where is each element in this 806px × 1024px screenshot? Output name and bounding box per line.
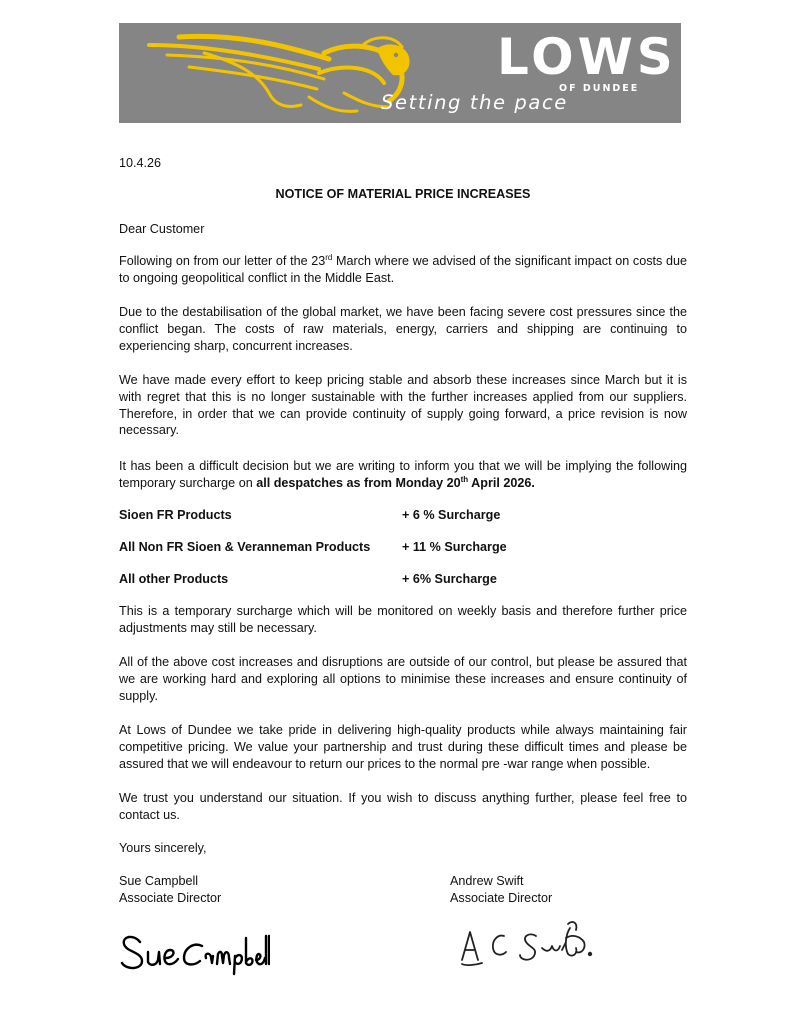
brand-name: LOWS [497,28,677,86]
paragraph-7: At Lows of Dundee we take pride in delivering high-quality products while always maintaining fair competitive pricing. We value your partnership and trust during these difficult times and please be assured that we will endeavour to return our prices to the normal pre -war range when possible. [119,723,687,771]
signature-sue-campbell [118,928,270,976]
surcharge-rate: + 6 % Surcharge [402,508,501,522]
signatory-2 [450,873,552,907]
signatory-role: Associate Director [450,891,553,905]
surcharge-product: All Non FR Sioen & Veranneman Products [119,540,371,554]
surcharge-rate: + 11 % Surcharge [402,540,507,554]
brand-tagline: Setting the pace [381,91,568,114]
company-banner [119,23,681,123]
surcharge-product: All other Products [119,572,229,586]
paragraph-8: We trust you understand our situation. If you wish to discuss anything further, please feel free to contact us. [119,791,687,822]
paragraph-5: This is a temporary surcharge which will be monitored on weekly basis and therefore further price adjustments may still be necessary. [119,604,687,635]
paragraph-4: It has been a difficult decision but we are writing to inform you that we will be implying the following temporary surcharge on all despatches as from Monday 20th April 2026. [119,459,687,490]
signatory-role: Associate Director [119,891,222,905]
paragraph-1: Following on from our letter of the 23rd March where we advised of the significant impact on costs due to ongoing geopolitical conflict in the Middle East. [119,252,687,285]
signatory-name: Sue Campbell [119,874,199,888]
salutation: Dear Customer [119,222,205,236]
signatory-name: Andrew Swift [450,874,524,888]
surcharge-rate: + 6% Surcharge [402,572,497,586]
brand-subtitle: OF DUNDEE [559,83,640,94]
letter-title: NOTICE OF MATERIAL PRICE INCREASES [275,187,531,201]
letter-date: 10.4.26 [119,156,162,170]
paragraph-3: We have made every effort to keep pricing stable and absorb these increases since March but it is with regret that this is no longer sustainable with the further increases applied from our suppliers. Therefore, in order that we can provide continuity of supply going forward, a price revision is now necessary. [119,373,687,438]
paragraph-2: Due to the destabilisation of the global market, we have been facing severe cost pressures since the conflict began. The costs of raw materials, energy, carriers and shipping are continuing to experiencing sharp, concurrent increases. [119,305,687,353]
paragraph-6: All of the above cost increases and disruptions are outside of our control, but please be assured that we are working hard and exploring all options to minimise these increases and ensure continuity of supply. [119,655,687,703]
signature-andrew-swift [448,908,598,970]
signatory-1 [119,873,221,907]
surcharge-product: Sioen FR Products [119,508,232,522]
closing: Yours sincerely, [119,841,207,855]
